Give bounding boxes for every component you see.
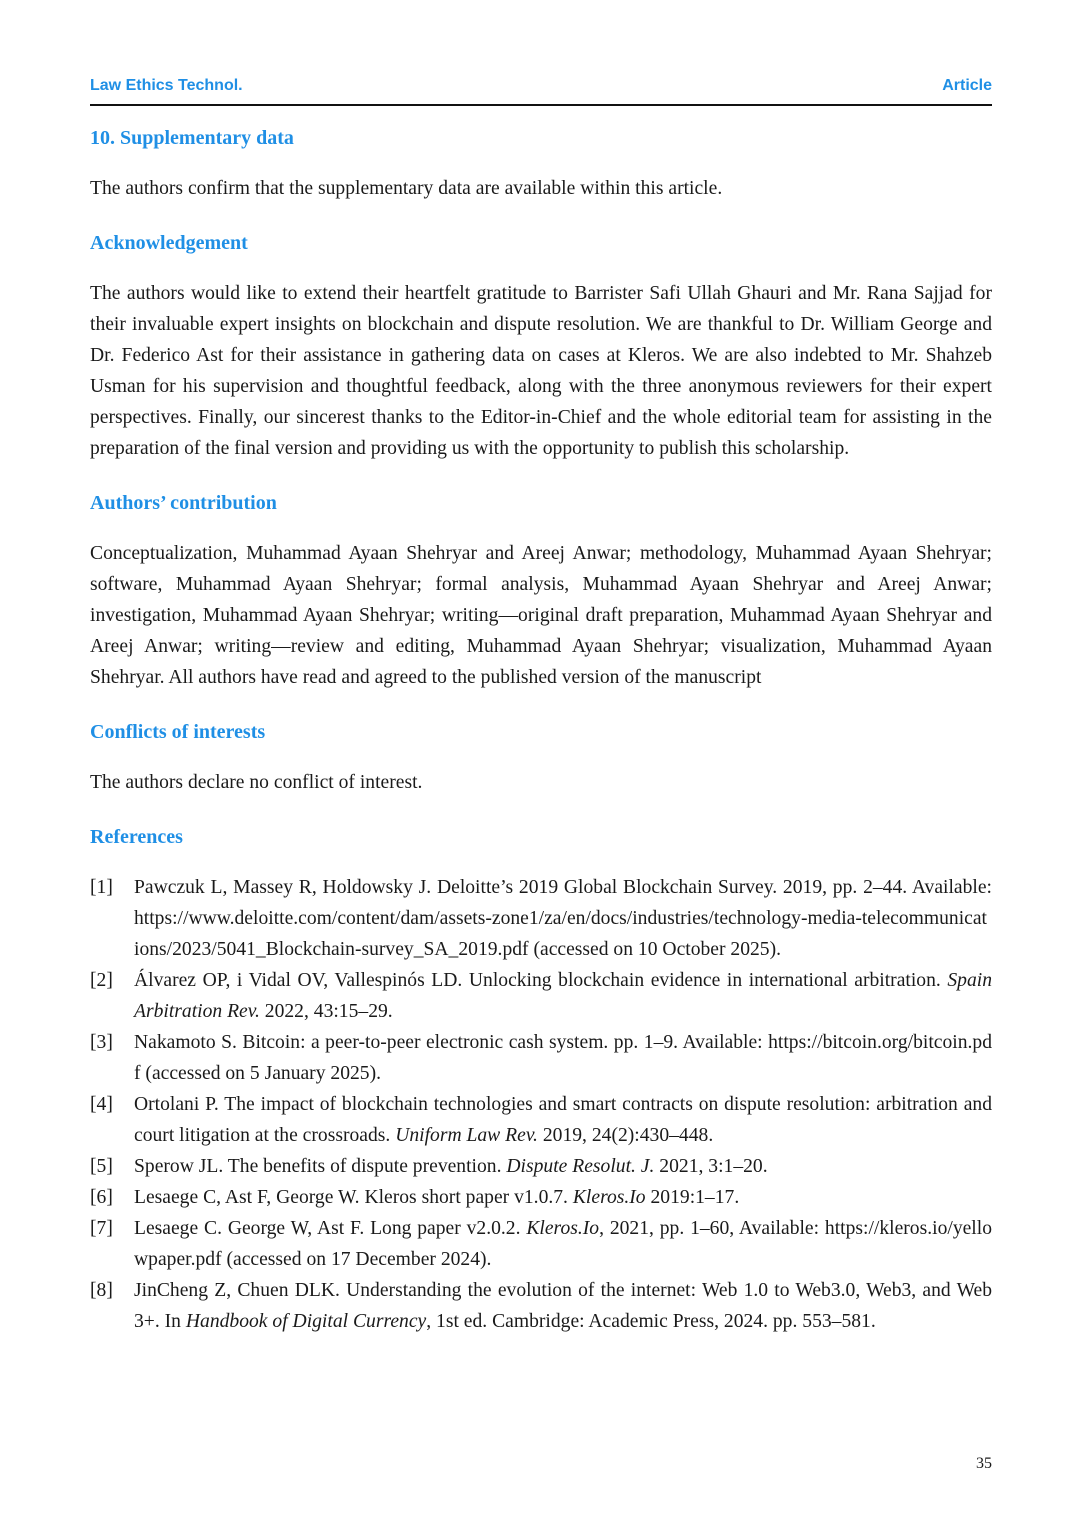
reference-link[interactable]: https://www.deloitte.com/content/dam/assets-zone1/za/en/docs/industries/technology-media-telecommunications/2023/5041_Blockchain-survey_SA_2019.pdf [134, 908, 987, 960]
acknowledgement-heading: Acknowledgement [90, 232, 248, 254]
article-type: Article [942, 77, 992, 94]
contribution-text: Conceptualization, Muhammad Ayaan Shehryar and Areej Anwar; methodology, Muhammad Ayaan Shehryar; software, Muhammad Ayaan Shehryar; formal analysis, Muhammad Ayaan Shehryar and Areej Anwar; investigation, Muhammad Ayaan Shehryar; writing—original draft preparation, Muhammad Ayaan Shehryar and Areej Anwar; writing—review and editing, Muhammad Ayaan Shehryar; visualization, Muhammad Ayaan Shehryar. All authors have read and agreed to the published version of the manuscript [90, 543, 992, 688]
reference-item: [2] Álvarez OP, i Vidal OV, Vallespinós LD. Unlocking blockchain evidence in international arbitration. Spain Arbitration Rev. 2022, 43:15–29. [90, 970, 992, 1022]
references-heading: References [90, 826, 183, 848]
reference-item: [4] Ortolani P. The impact of blockchain technologies and smart contracts on dispute resolution: arbitration and court litigation at the crossroads. Uniform Law Rev. 2019, 24(2):430–448. [90, 1094, 992, 1146]
reference-item: [3] Nakamoto S. Bitcoin: a peer-to-peer electronic cash system. pp. 1–9. Available: https://bitcoin.org/bitcoin.pdf (accessed on 5 January 2025). [90, 1032, 992, 1084]
conflicts-text: The authors declare no conflict of interest. [90, 772, 423, 793]
page-content [90, 124, 992, 1337]
reference-item: [5] Sperow JL. The benefits of dispute prevention. Dispute Resolut. J. 2021, 3:1–20. [90, 1156, 768, 1177]
contribution-heading: Authors’ contribution [90, 492, 277, 514]
reference-item: [6] Lesaege C, Ast F, George W. Kleros short paper v1.0.7. Kleros.Io 2019:1–17. [90, 1187, 740, 1208]
reference-link[interactable]: https://bitcoin.org/bitcoin.pdf [134, 1032, 992, 1084]
reference-list [90, 872, 992, 1337]
reference-item: [1] Pawczuk L, Massey R, Holdowsky J. Deloitte’s 2019 Global Blockchain Survey. 2019, pp. 2–44. Available: https://www.deloitte.com/content/dam/assets-zone1/za/en/docs/industries/technology-media-telecommunications/2023/5041_Blockchain-survey_SA_2019.pdf (accessed on 10 October 2025). [90, 877, 992, 960]
reference-item: [8] JinCheng Z, Chuen DLK. Understanding the evolution of the internet: Web 1.0 to Web3.0, Web3, and Web 3+. In Handbook of Digital Currency, 1st ed. Cambridge: Academic Press, 2024. pp. 553–581. [90, 1280, 992, 1332]
page-number: 35 [976, 1455, 992, 1472]
supplementary-text: The authors confirm that the supplementary data are available within this article. [90, 178, 723, 199]
reference-item: [7] Lesaege C. George W, Ast F. Long paper v2.0.2. Kleros.Io, 2021, pp. 1–60, Available: https://kleros.io/yellowpaper.pdf (accessed on 17 December 2024). [90, 1218, 992, 1270]
supplementary-heading: 10. Supplementary data [90, 127, 294, 149]
journal-name: Law Ethics Technol. [90, 77, 243, 94]
running-header [90, 76, 992, 106]
acknowledgement-text: The authors would like to extend their heartfelt gratitude to Barrister Safi Ullah Ghauri and Mr. Rana Sajjad for their invaluable expert insights on blockchain and dispute resolution. We are thankful to Dr. William George and Dr. Federico Ast for their assistance in gathering data on cases at Kleros. We are also indebted to Mr. Shahzeb Usman for his supervision and thoughtful feedback, along with the three anonymous reviewers for their expert perspectives. Finally, our sincerest thanks to the Editor-in-Chief and the whole editorial team for assisting in the preparation of the final version and providing us with the opportunity to publish this scholarship. [90, 283, 992, 459]
conflicts-heading: Conflicts of interests [90, 721, 266, 743]
